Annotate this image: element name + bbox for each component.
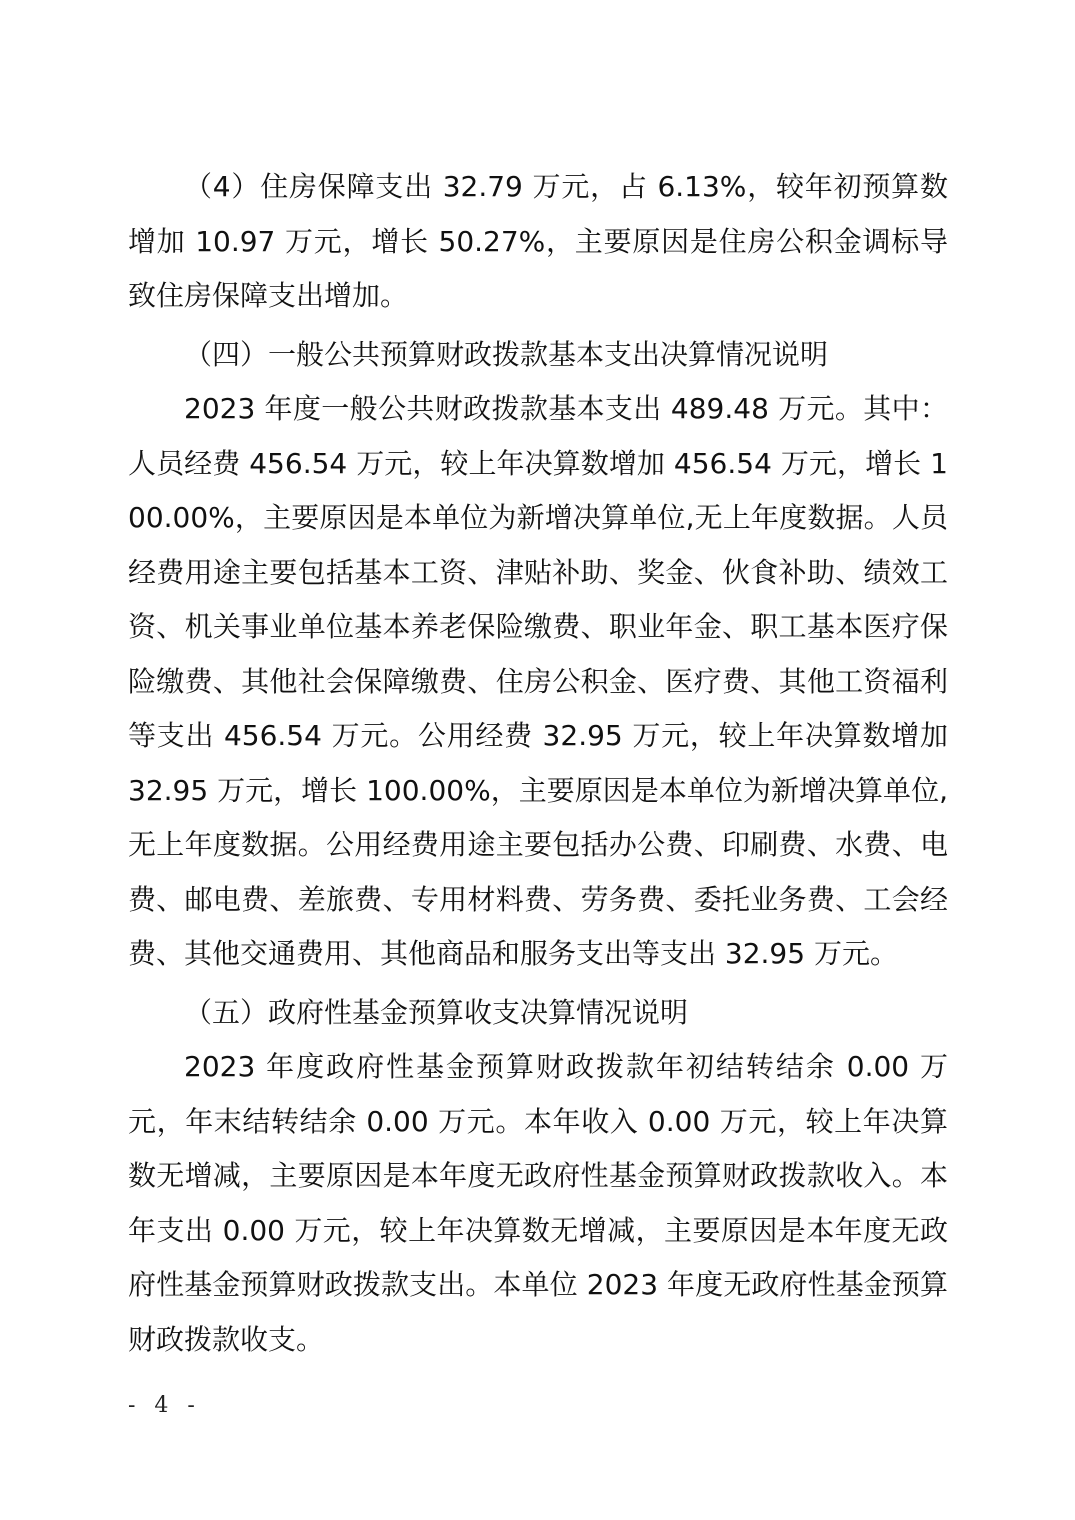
section-heading-government-fund: （五）政府性基金预算收支决算情况说明 (184, 995, 689, 1029)
page-number: - 4 - (128, 1393, 201, 1418)
section-heading-basic-expenditure: （四）一般公共预算财政拨款基本支出决算情况说明 (184, 337, 829, 371)
paragraph-basic-expenditure: 2023 年度一般公共财政拨款基本支出 489.48 万元。其中：人员经费 456.54 万元，较上年决算数增加 456.54 万元，增长 100.00%，主要原因是本单位为新增决算单位,无上年度数据。人员经费用途主要包括基本工资、津贴补助、奖金、伙食补助、绩效工资、机关事业单位基本养老保险缴费、职业年金、职工基本医疗保险缴费、其他社会保障缴费、住房公积金、医疗费、其他工资福利等支出 456.54 万元。公用经费 32.95 万元，较上年决算数增加 32.95 万元，增长 100.00%，主要原因是本单位为新增决算单位,无上年度数据。公用经费用途主要包括办公费、印刷费、水费、电费、邮电费、差旅费、专用材料费、劳务费、委托业务费、工会经费、其他交通费用、其他商品和服务支出等支出 32.95 万元。 (128, 392, 948, 970)
document-body (128, 160, 948, 1367)
paragraph-government-fund: 2023 年度政府性基金预算财政拨款年初结转结余 0.00 万元，年末结转结余 0.00 万元。本年收入 0.00 万元，较上年决算数无增减，主要原因是本年度无政府性基金预算财政拨款收入。本年支出 0.00 万元，较上年决算数无增减，主要原因是本年度无政府性基金预算财政拨款支出。本单位 2023 年度无政府性基金预算财政拨款收支。 (128, 1050, 948, 1356)
paragraph-housing-expenditure: （4）住房保障支出 32.79 万元，占 6.13%，较年初预算数增加 10.97 万元，增长 50.27%，主要原因是住房公积金调标导致住房保障支出增加。 (128, 170, 948, 312)
